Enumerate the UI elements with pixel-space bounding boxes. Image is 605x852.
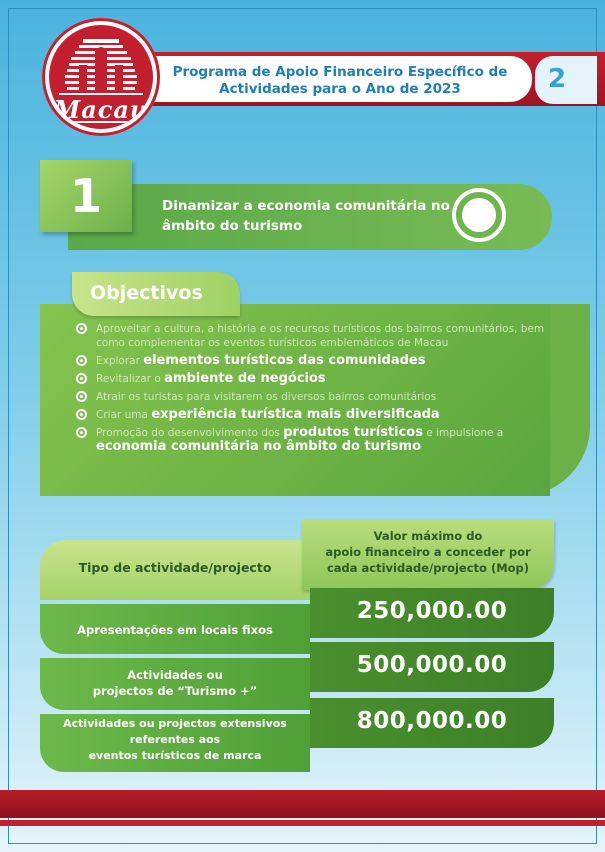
macau-logo xyxy=(42,18,160,136)
table-cell-value: 500,000.00 xyxy=(356,652,508,678)
macau-logo-text: Macau xyxy=(53,95,149,124)
objective-highlight: produtos turísticos xyxy=(283,425,423,440)
objective-item xyxy=(76,372,566,386)
theme-title-line1: Dinamizar a economia comunitária no xyxy=(162,198,450,214)
theme-title xyxy=(162,196,462,236)
table-header-value-line2: apoio financeiro a conceder por xyxy=(325,545,531,559)
table-cell-type-line1: Actividades ou projectos extensivos xyxy=(63,717,287,730)
macau-logo-emblem xyxy=(49,25,153,129)
objective-highlight-tail: economia comunitária no âmbito do turismo xyxy=(96,439,422,454)
objective-item xyxy=(76,408,566,422)
bullet-icon xyxy=(76,323,87,334)
table-cell-type-line2: projectos de “Turismo +” xyxy=(92,684,258,698)
objective-text: Atrair os turistas para visitarem os diversos bairros comunitários xyxy=(96,391,437,403)
objective-highlight: experiência turística mais diversificada xyxy=(151,407,440,422)
table-cell-type xyxy=(40,716,310,764)
objective-text: Revitalizar o xyxy=(96,373,165,385)
bullet-icon xyxy=(76,373,87,384)
table-header-value-label xyxy=(302,528,554,576)
objective-text: Criar uma xyxy=(96,409,152,421)
bullet-icon xyxy=(76,391,87,402)
bullet-icon xyxy=(76,355,87,366)
objective-item xyxy=(76,322,566,350)
table-cell-type-line3: eventos turísticos de marca xyxy=(88,749,262,762)
footer-stripe xyxy=(0,820,605,826)
theme-number: 1 xyxy=(69,169,102,223)
objective-item xyxy=(76,354,566,368)
theme-title-line2: âmbito do turismo xyxy=(162,218,303,234)
table-header-value-line1: Valor máximo do xyxy=(373,529,483,543)
table-cell-value: 800,000.00 xyxy=(356,708,508,734)
table-cell-type-line1: Actividades ou xyxy=(127,668,223,682)
table-header-type-label: Tipo de actividade/projecto xyxy=(78,560,272,575)
table-header-value-line3: cada actividade/projecto (Mop) xyxy=(326,561,530,575)
table-cell-type xyxy=(40,622,310,638)
objective-text: Promoção do desenvolvimento dos xyxy=(96,427,284,439)
objective-highlight: ambiente de negócios xyxy=(164,371,326,386)
table-cell-type-line2: referentes aos xyxy=(129,733,221,746)
objectives-title: Objectivos xyxy=(90,282,203,304)
objective-item xyxy=(76,426,566,454)
objectives-list xyxy=(76,322,566,458)
table-cell-type xyxy=(40,667,310,699)
page-number: 2 xyxy=(548,64,567,94)
bullet-icon xyxy=(76,427,87,438)
header-title xyxy=(160,64,520,98)
objective-text: Explorar xyxy=(96,355,144,367)
circle-icon-center xyxy=(462,198,496,232)
objective-text-after: e impulsione a xyxy=(422,427,504,439)
table-cell-type-line1: Apresentações em locais fixos xyxy=(77,623,273,637)
header-title-line2: Actividades para o Ano de 2023 xyxy=(219,81,461,97)
footer-ribbon xyxy=(0,790,605,818)
header-title-line1: Programa de Apoio Financeiro Específico de xyxy=(172,64,508,80)
bullet-icon xyxy=(76,409,87,420)
objective-item xyxy=(76,390,566,404)
objective-highlight: elementos turísticos das comunidades xyxy=(143,353,426,368)
table-cell-value: 250,000.00 xyxy=(356,598,508,624)
objective-text: Aproveitar a cultura, a história e os recursos turísticos dos bairros comunitários, bem como complementar os eventos turísticos emblemáticos de Macau xyxy=(96,323,545,349)
